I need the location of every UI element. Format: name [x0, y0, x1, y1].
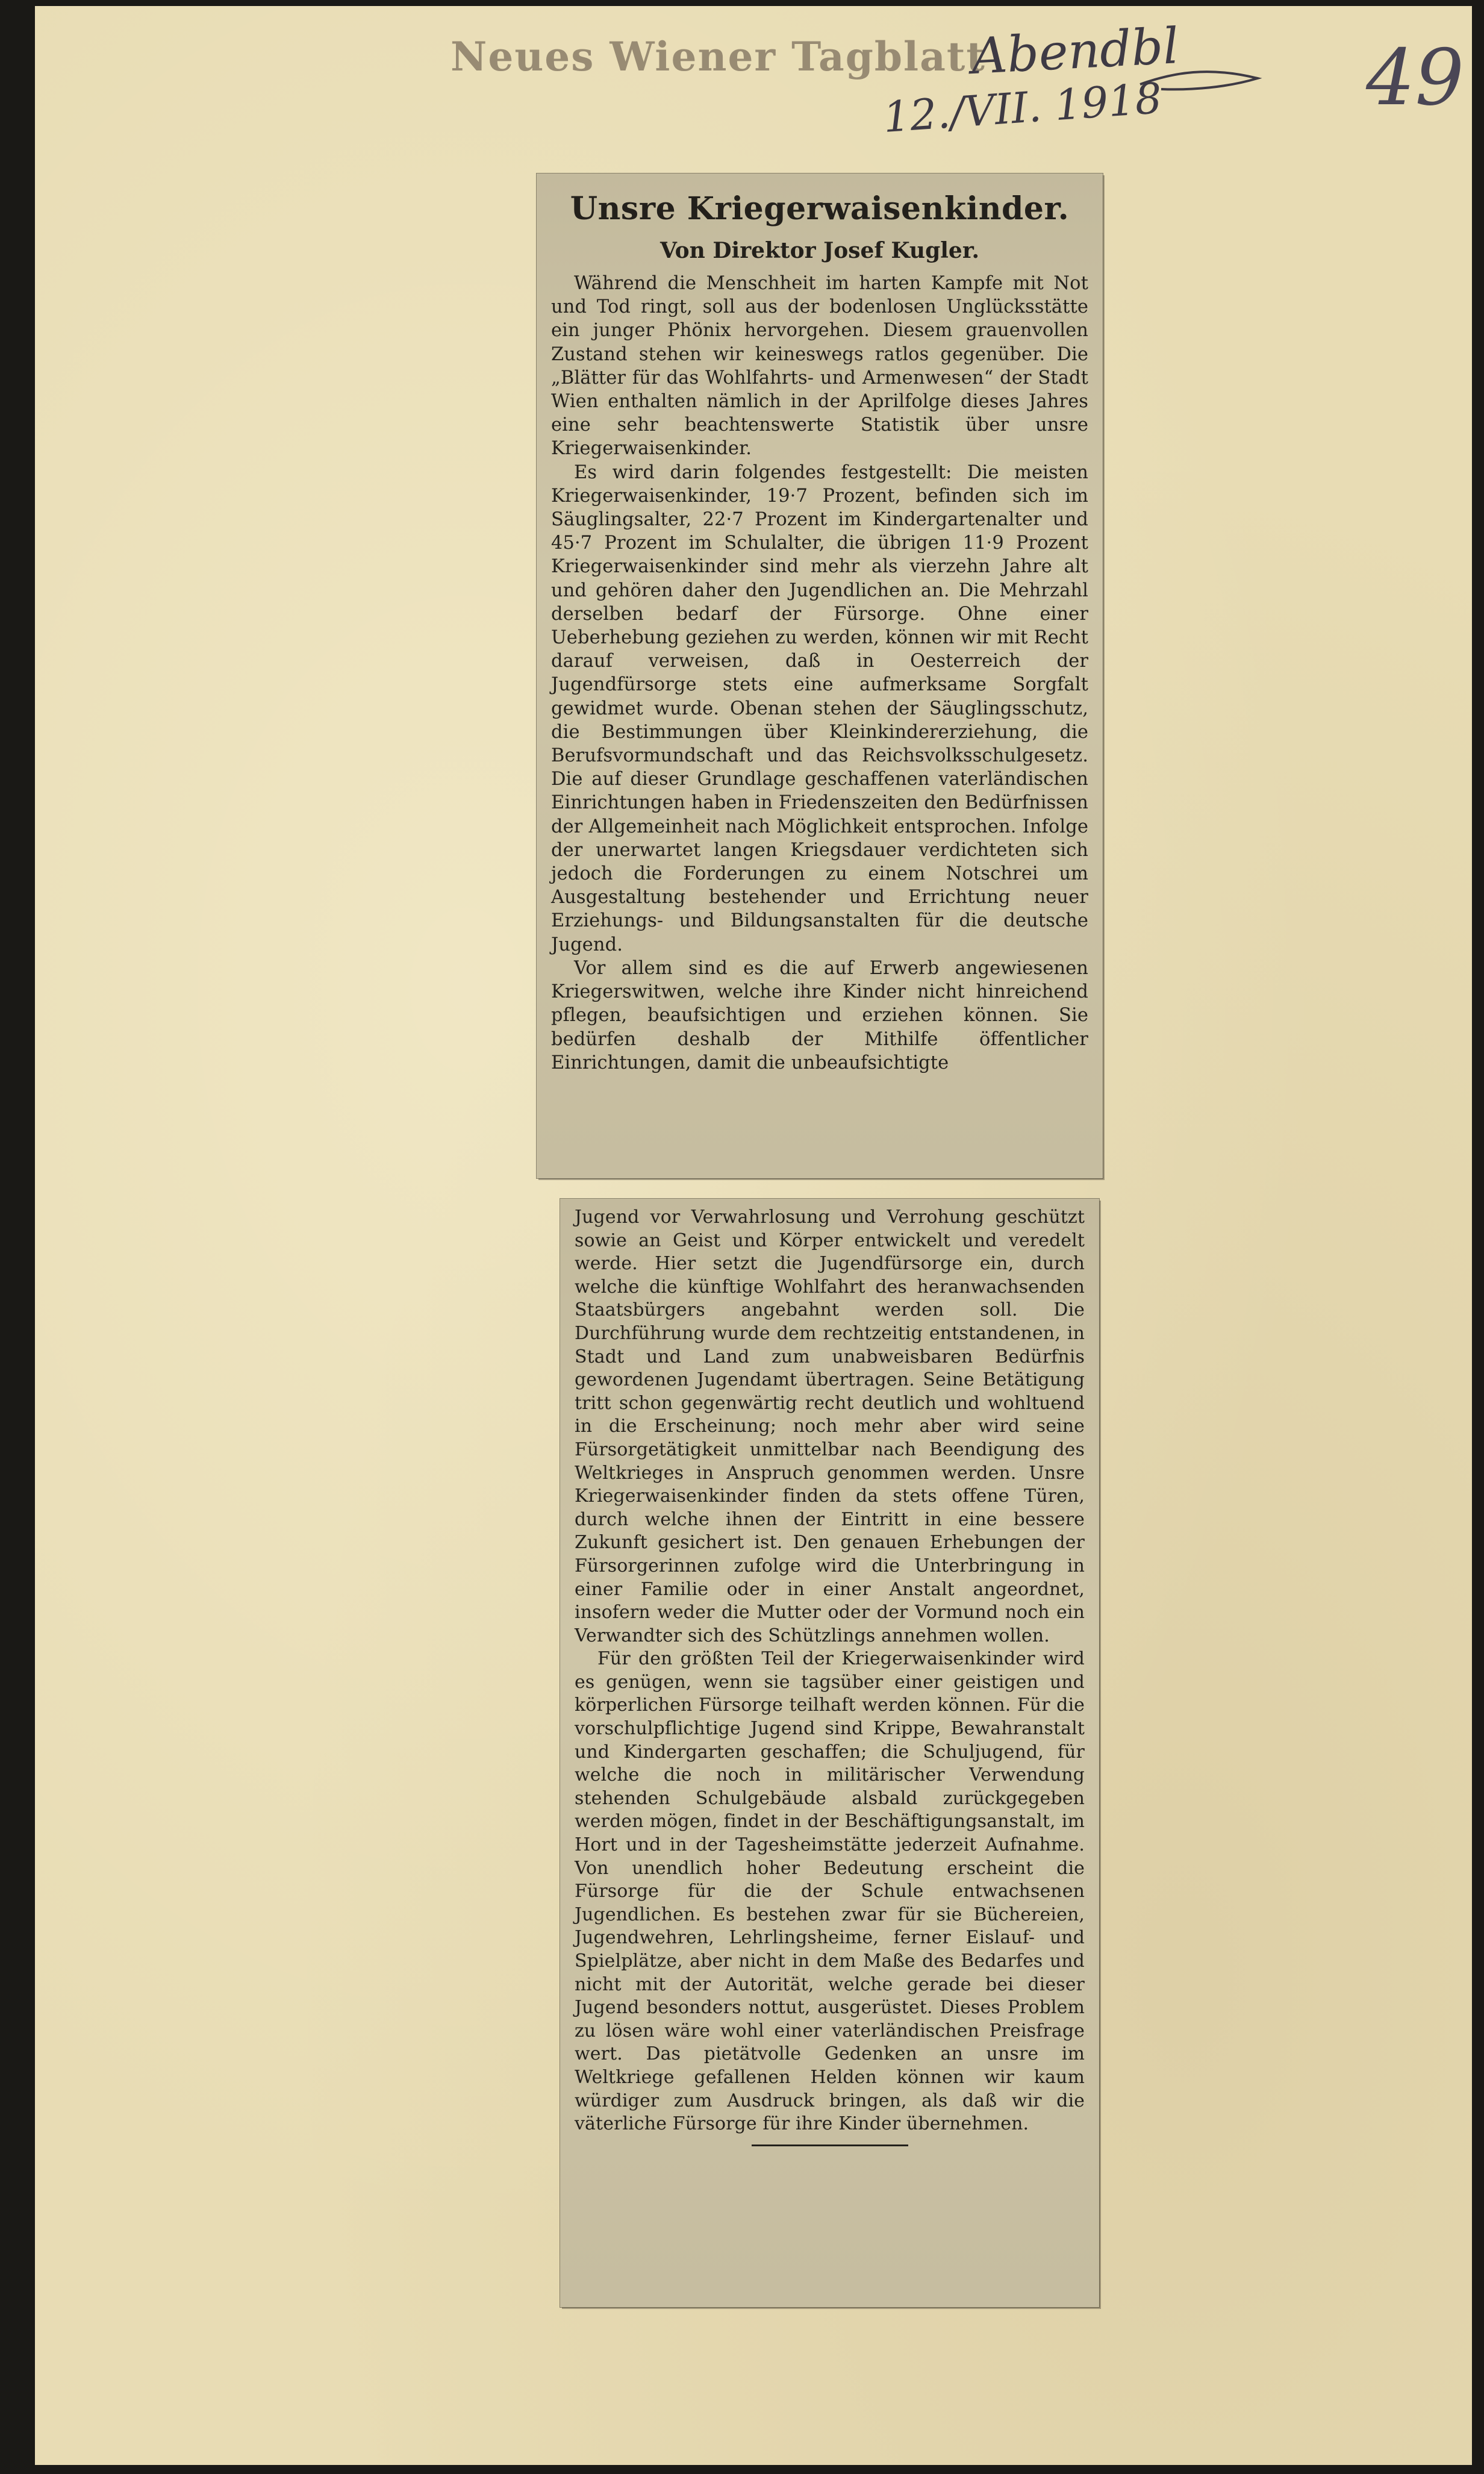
newspaper-name-stamp: Neues Wiener Tagblatt — [450, 33, 986, 80]
paragraph: Es wird darin folgendes festgestellt: Die meisten Kriegerwaisenkinder, 19·7 Prozent, befinden sich im Säuglingsalter, 22·7 Prozent im Kindergartenalter und 45·7 Prozent im Schulalter, die übrigen 11·9 Prozent Kriegerwaisenkinder sind mehr als vierzehn Jahre alt und gehören daher den Jugendlichen an. Die Mehrzahl derselben bedarf der Fürsorge. Ohne einer Ueberhebung geziehen zu werden, können wir mit Recht darauf verweisen, daß in Oesterreich der Jugendfürsorge stets eine aufmerksame Sorgfalt gewidmet wurde. Obenan stehen der Säuglingsschutz, die Bestimmungen über Kleinkindererziehung, die Berufsvormundschaft und das Reichsvolksschulgesetz. Die auf dieser Grundlage geschaffenen vaterländischen Einrichtungen haben in Friedenszeiten den Bedürfnissen der Allgemeinheit nach Möglichkeit entsprochen. Infolge der unerwartet langen Kriegsdauer verdichteten sich jedoch die Forderungen zu einem Notschrei um Ausgestaltung bestehender und Errichtung neuer Erziehungs- und Bildungsanstalten für die deutsche Jugend. — [551, 461, 1088, 955]
paragraph: Für den größten Teil der Kriegerwaisenkinder wird es genügen, wenn sie tagsüber einer geistigen und körperlichen Fürsorge teilhaft werden können. Für die vorschulpflichtige Jugend sind Krippe, Bewahranstalt und Kindergarten geschaffen; die Schuljugend, für welche die noch in militärischer Verwendung stehenden Schulgebäude alsbald zurückgegeben werden mögen, findet in der Beschäftigungsanstalt, im Hort und in der Tagesheimstätte jederzeit Aufnahme. Von unendlich hoher Bedeutung erscheint die Fürsorge für die der Schule entwachsenen Jugendlichen. Es bestehen zwar für sie Büchereien, Jugendwehren, Lehrlingsheime, ferner Eislauf- und Spielplätze, aber nicht in dem Maße des Bedarfes und nicht mit der Autorität, welche gerade bei dieser Jugend besonders nottut, ausgerüstet. Dieses Problem zu lösen wäre wohl einer vaterländischen Preisfrage wert. Das pietätvolle Gedenken an unsre im Weltkriege gefallenen Helden können wir kaum würdiger zum Ausdruck bringen, als daß wir die väterliche Fürsorge für ihre Kinder übernehmen. — [575, 1648, 1085, 2135]
folio-number: 49 — [1366, 33, 1464, 123]
clipping-part-2 — [560, 1199, 1099, 2307]
paragraph: Jugend vor Verwahrlosung und Verrohung geschützt sowie an Geist und Körper entwickelt und veredelt werde. Hier setzt die Jugendfürsorge ein, durch welche die künftige Wohlfahrt des heranwachsenden Staatsbürgers angebahnt werden soll. Die Durchführung wurde dem rechtzeitig entstandenen, in Stadt und Land zum unabweisbaren Bedürfnis gewordenen Jugendamt übertragen. Seine Betätigung tritt schon gegenwärtig recht deutlich und wohltuend in die Erscheinung; noch mehr aber wird seine Fürsorgetätigkeit unmittelbar nach Beendigung des Weltkrieges in Anspruch genommen werden. Unsre Kriegerwaisenkinder finden da stets offene Türen, durch welche ihnen der Eintritt in eine bessere Zukunft gesichert ist. Den genauen Erhebungen der Fürsorgerinnen zufolge wird die Unterbringung in einer Familie oder in einer Anstalt angeordnet, insofern weder die Mutter oder der Vormund noch ein Verwandter sich des Schützlings annehmen wollen. — [575, 1207, 1085, 1646]
article-title: Unsre Kriegerwaisenkinder. — [570, 190, 1070, 227]
archive-sheet — [35, 6, 1472, 2465]
paragraph: Während die Menschheit im harten Kampfe mit Not und Tod ringt, soll aus der bodenlosen Unglücksstätte ein junger Phönix hervorgehen. Diesem grauenvollen Zustand stehen wir keineswegs ratlos gegenüber. Die „Blätter für das Wohlfahrts- und Armenwesen“ der Stadt Wien enthalten nämlich in der Aprilfolge dieses Jahres eine sehr beachtenswerte Statistik über unsre Kriegerwaisenkinder. — [551, 273, 1088, 460]
handwritten-edition-note: Abendbl — [970, 17, 1180, 86]
handwritten-date: 12./VII. 1918 — [881, 73, 1164, 143]
paragraph: Vor allem sind es die auf Erwerb angewiesenen Kriegerswitwen, welche ihre Kinder nicht hinreichend pflegen, beaufsichtigen und erziehen können. Sie bedürfen deshalb der Mithilfe öffentlicher Einrichtungen, damit die unbeaufsichtigte — [551, 957, 1088, 1073]
article-column-1 — [537, 272, 1103, 1075]
article-byline: Von Direktor Josef Kugler. — [659, 238, 980, 263]
article-column-2 — [560, 1199, 1099, 2146]
article-end-rule — [752, 2144, 908, 2146]
clipping-part-1 — [537, 173, 1103, 1178]
